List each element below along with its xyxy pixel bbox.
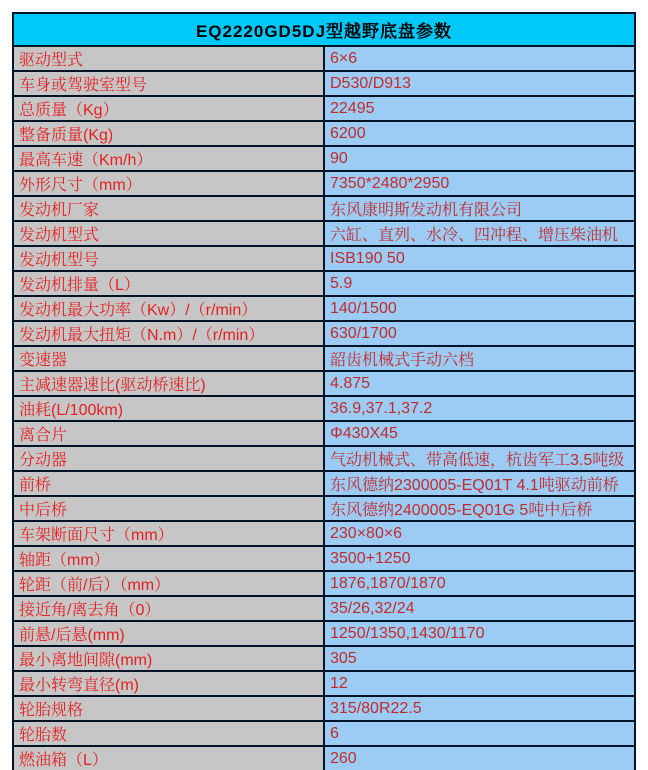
param-label: 中后桥	[13, 496, 324, 521]
chassis-specs-table	[12, 12, 636, 770]
param-value: 6	[324, 721, 635, 746]
param-value: 3500+1250	[324, 546, 635, 571]
param-value: 1876,1870/1870	[324, 571, 635, 596]
param-label: 轮胎数	[13, 721, 324, 746]
param-label: 发动机最大功率（Kw）/（r/min）	[13, 296, 324, 321]
param-label: 驱动型式	[13, 46, 324, 71]
param-value: 12	[324, 671, 635, 696]
table-row	[13, 246, 635, 271]
param-label: 轴距（mm）	[13, 546, 324, 571]
table-row	[13, 196, 635, 221]
param-label: 发动机排量（L）	[13, 271, 324, 296]
param-label: 总质量（Kg）	[13, 96, 324, 121]
table-row	[13, 596, 635, 621]
param-value: ISB190 50	[324, 246, 635, 271]
param-value: 东风康明斯发动机有限公司	[324, 196, 635, 221]
param-label: 发动机最大扭矩（N.m）/（r/min）	[13, 321, 324, 346]
param-value: 六缸、直列、水冷、四冲程、增压柴油机	[324, 221, 635, 246]
table-row	[13, 46, 635, 71]
param-label: 整备质量(Kg)	[13, 121, 324, 146]
param-value: 东风德纳2300005-EQ01T 4.1吨驱动前桥	[324, 471, 635, 496]
table-row	[13, 171, 635, 196]
param-value: 7350*2480*2950	[324, 171, 635, 196]
param-label: 发动机型号	[13, 246, 324, 271]
param-label: 车架断面尺寸（mm）	[13, 521, 324, 546]
table-row	[13, 421, 635, 446]
table-row	[13, 296, 635, 321]
param-value: 230×80×6	[324, 521, 635, 546]
param-label: 最高车速（Km/h）	[13, 146, 324, 171]
param-label: 外形尺寸（mm）	[13, 171, 324, 196]
table-header-row	[13, 13, 635, 46]
param-value: 气动机械式、带高低速，杭齿军工3.5吨级	[324, 446, 635, 471]
param-label: 燃油箱（L）	[13, 746, 324, 770]
param-value: 260	[324, 746, 635, 770]
param-label: 离合片	[13, 421, 324, 446]
param-value: 22495	[324, 96, 635, 121]
param-value: 6200	[324, 121, 635, 146]
param-label: 发动机型式	[13, 221, 324, 246]
param-label: 前桥	[13, 471, 324, 496]
table-row	[13, 321, 635, 346]
table-row	[13, 721, 635, 746]
table-row	[13, 221, 635, 246]
param-value: 4.875	[324, 371, 635, 396]
param-value: 305	[324, 646, 635, 671]
table-row	[13, 546, 635, 571]
table-row	[13, 621, 635, 646]
param-value: 630/1700	[324, 321, 635, 346]
param-label: 发动机厂家	[13, 196, 324, 221]
table-row	[13, 146, 635, 171]
table-row	[13, 746, 635, 770]
table-row	[13, 671, 635, 696]
param-value: 6×6	[324, 46, 635, 71]
table-row	[13, 496, 635, 521]
table-title: EQ2220GD5DJ型越野底盘参数	[13, 13, 635, 46]
param-value: 315/80R22.5	[324, 696, 635, 721]
table-row	[13, 521, 635, 546]
param-value: 35/26,32/24	[324, 596, 635, 621]
param-value: Φ430X45	[324, 421, 635, 446]
param-value: 东风德纳2400005-EQ01G 5吨中后桥	[324, 496, 635, 521]
table-row	[13, 696, 635, 721]
param-label: 分动器	[13, 446, 324, 471]
param-value: 1250/1350,1430/1170	[324, 621, 635, 646]
table-row	[13, 396, 635, 421]
param-label: 油耗(L/100km)	[13, 396, 324, 421]
table-row	[13, 121, 635, 146]
table-row	[13, 371, 635, 396]
param-label: 最小转弯直径(m)	[13, 671, 324, 696]
param-value: 90	[324, 146, 635, 171]
param-value: 140/1500	[324, 296, 635, 321]
table-row	[13, 346, 635, 371]
param-label: 车身或驾驶室型号	[13, 71, 324, 96]
table-row	[13, 571, 635, 596]
table-row	[13, 446, 635, 471]
table-row	[13, 271, 635, 296]
param-label: 最小离地间隙(mm)	[13, 646, 324, 671]
param-label: 接近角/离去角（0）	[13, 596, 324, 621]
param-value: D530/D913	[324, 71, 635, 96]
param-label: 前悬/后悬(mm)	[13, 621, 324, 646]
table-row	[13, 71, 635, 96]
param-value: 36.9,37.1,37.2	[324, 396, 635, 421]
param-label: 变速器	[13, 346, 324, 371]
table-row	[13, 646, 635, 671]
param-label: 轮胎规格	[13, 696, 324, 721]
param-value: 韶齿机械式手动六档	[324, 346, 635, 371]
table-row	[13, 471, 635, 496]
param-value: 5.9	[324, 271, 635, 296]
param-label: 主减速器速比(驱动桥速比)	[13, 371, 324, 396]
param-label: 轮距（前/后）（mm）	[13, 571, 324, 596]
table-row	[13, 96, 635, 121]
